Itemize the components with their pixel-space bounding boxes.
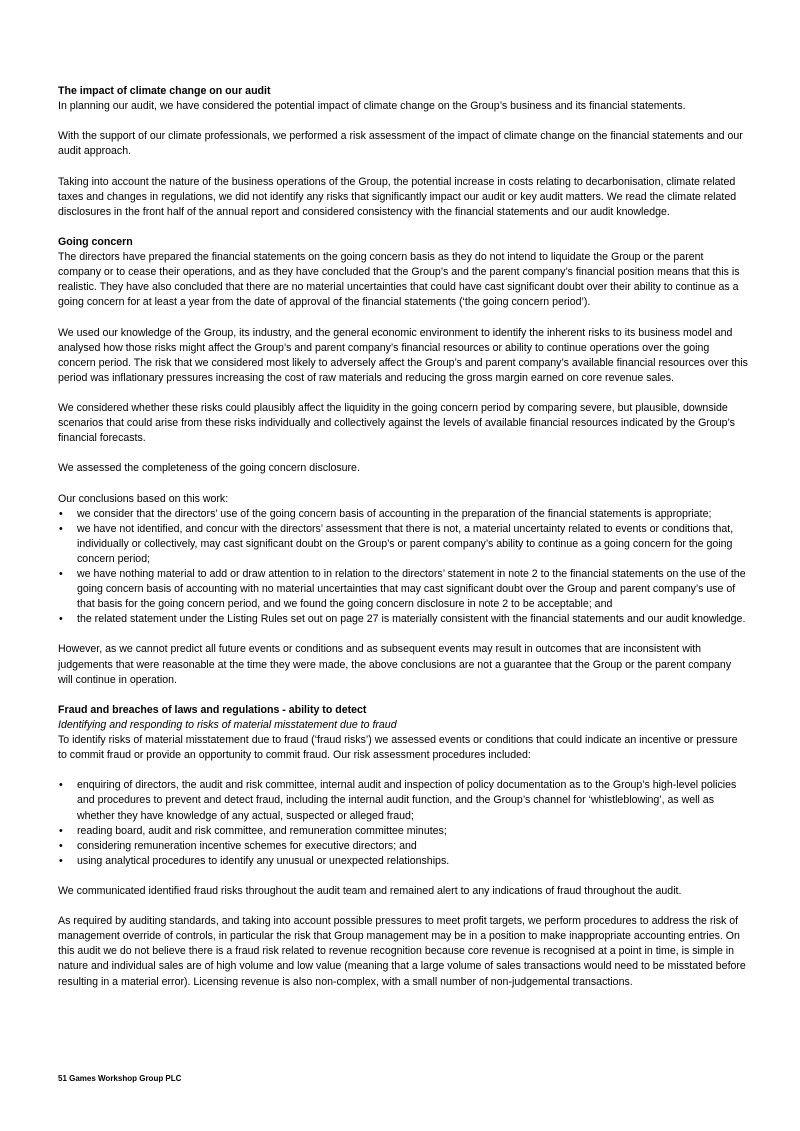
going-concern-paragraph-1: The directors have prepared the financial statements on the going concern basis as they do not intend to liquidate the Group or the parent company or to cease their operations, and as they have concluded that the Group’s and the parent company’s financial position means that this is realistic. They have also concluded that there are no material uncertainties that could have cast significant doubt over their ability to continue as a going concern for at least a year from the date of approval of the financial statements (‘the going concern period’). bbox=[58, 251, 740, 309]
risk-procedures-list bbox=[58, 778, 748, 869]
document-body bbox=[58, 84, 748, 990]
climate-heading: The impact of climate change on our audit bbox=[58, 85, 271, 97]
list-item: • the related statement under the Listing Rules set out on page 27 is materially consistent with the financial statements and our audit knowledge. bbox=[58, 612, 748, 627]
list-item: • we consider that the directors’ use of the going concern basis of accounting in the preparation of the financial statements is appropriate; bbox=[58, 507, 748, 522]
fraud-subheading: Identifying and responding to risks of material misstatement due to fraud bbox=[58, 718, 397, 731]
climate-paragraph-3: Taking into account the nature of the business operations of the Group, the potential increase in costs relating to decarbonisation, climate related taxes and changes in regulations, we did not identify any risks that significantly impact our audit or key audit matters. We read the climate related disclosures in the front half of the annual report and considered consistency with the financial statements and our audit knowledge. bbox=[58, 175, 737, 218]
fraud-paragraph-2: We communicated identified fraud risks throughout the audit team and remained alert to any indications of fraud throughout the audit. bbox=[58, 884, 682, 897]
list-item: • enquiring of directors, the audit and risk committee, internal audit and inspection of policy documentation as to the Group’s high-level policies and procedures to prevent and detect fraud, including the internal audit function, and the Group’s channel for ‘whistleblowing’, as well as whether they have knowledge of any actual, suspected or alleged fraud; bbox=[58, 778, 748, 823]
conclusions-list bbox=[58, 507, 748, 628]
going-concern-paragraph-2: We used our knowledge of the Group, its industry, and the general economic environment to identify the inherent risks to its business model and analysed how those risks might affect the Group’s and parent company’s financial resources or ability to continue operations over the going concern period. The risk that we considered most likely to adversely affect the Group’s and parent company’s available financial resources over this period was inflationary pressures increasing the cost of raw materials and reducing the gross margin earned on core revenue sales. bbox=[58, 326, 748, 384]
list-item: • considering remuneration incentive schemes for executive directors; and bbox=[58, 839, 748, 854]
list-item: • using analytical procedures to identify any unusual or unexpected relationships. bbox=[58, 854, 748, 869]
list-item: • reading board, audit and risk committee, and remuneration committee minutes; bbox=[58, 824, 748, 839]
page-footer: 51 Games Workshop Group PLC bbox=[58, 1074, 182, 1083]
list-item: • we have nothing material to add or draw attention to in relation to the directors’ statement in note 2 to the financial statements on the use of the going concern basis of accounting with no material uncertainties that may cast significant doubt over the Group and parent company’s use of that basis for the going concern period, and we found the going concern disclosure in note 2 to be acceptable; and bbox=[58, 567, 748, 612]
climate-paragraph-2: With the support of our climate professionals, we performed a risk assessment of the impact of climate change on the financial statements and our audit approach. bbox=[58, 130, 743, 158]
climate-paragraph-1: In planning our audit, we have considered the potential impact of climate change on the Group’s business and its financial statements. bbox=[58, 100, 686, 113]
going-concern-paragraph-5: However, as we cannot predict all future events or conditions and as subsequent events may result in outcomes that are inconsistent with judgements that were reasonable at the time they were made, the above conclusions are not a guarantee that the Group or the parent company will continue in operation. bbox=[58, 643, 732, 686]
fraud-paragraph-1: To identify risks of material misstatement due to fraud (‘fraud risks’) we assessed events or conditions that could indicate an incentive or pressure to commit fraud or provide an opportunity to commit fraud. Our risk assessment procedures included: bbox=[58, 734, 738, 762]
going-concern-paragraph-4: We assessed the completeness of the going concern disclosure. bbox=[58, 462, 360, 475]
fraud-heading: Fraud and breaches of laws and regulations - ability to detect bbox=[58, 703, 367, 716]
going-concern-heading: Going concern bbox=[58, 235, 133, 248]
fraud-paragraph-3: As required by auditing standards, and taking into account possible pressures to meet profit targets, we perform procedures to address the risk of management override of controls, in particular the risk that Group management may be in a position to make inappropriate accounting entries. On this audit we do not believe there is a fraud risk related to revenue recognition because core revenue is recognised at a point in time, is simple in nature and individual sales are of high volume and low value (meaning that a large volume of sales transactions would need to be misstated before resulting in a material error). Licensing revenue is also non-complex, with a small number of non-judgemental transactions. bbox=[58, 915, 746, 988]
conclusions-intro: Our conclusions based on this work: bbox=[58, 492, 229, 505]
list-item: • we have not identified, and concur with the directors’ assessment that there is not, a material uncertainty related to events or conditions that, individually or collectively, may cast significant doubt on the Group’s or parent company’s ability to continue as a going concern for the going concern period; bbox=[58, 522, 748, 567]
going-concern-paragraph-3: We considered whether these risks could plausibly affect the liquidity in the going concern period by comparing severe, but plausible, downside scenarios that could arise from these risks individually and collectively against the levels of available financial resources indicated by the Group’s financial forecasts. bbox=[58, 401, 735, 445]
